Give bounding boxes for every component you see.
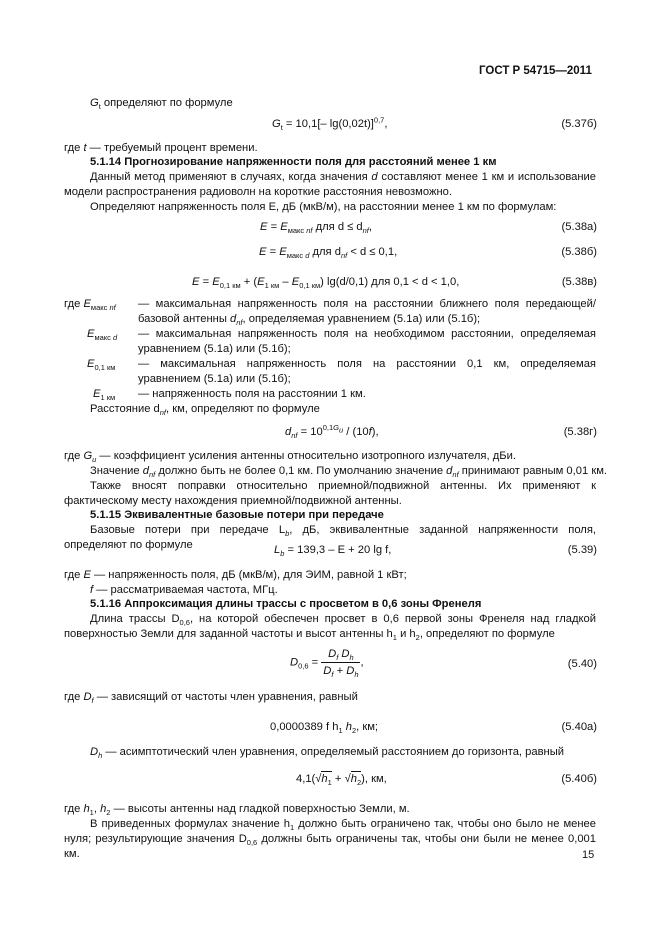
section-5-1-15-para: Базовые потери при передаче $L_b$, дБ, эквивалентные заданной напряженности поля, определяют по формуле (64, 524, 597, 551)
document-header: ГОСТ Р 54715—2011 (479, 65, 592, 77)
where-e: где E — напряженность поля, дБ (мкВ/м), для ЭИМ, равной 1 кВт; (64, 569, 407, 581)
section-5-1-16-title: 5.1.16 Аппроксимация длины трассы с просветом в 0,6 зоны Френеля (90, 598, 482, 610)
equation-5-37b: $G_t = 10,1[-$ lg(0,02t)]$^{0,7}$, (272, 115, 388, 133)
note-2: Также вносят поправки относительно приемной/подвижной антенны. Их применяют к фактическому месту нахождения приемной/подвижной антенны. (64, 480, 596, 507)
equation-number: (5.40) (567, 658, 597, 670)
where-h: где $h_1$, $h_2$ — высоты антенны над гладкой поверхностью Земли, м. (64, 803, 410, 818)
equation-number: (5.38б) (561, 246, 597, 258)
equation-5-40a: 0,0000389 f $h_1$ $h_2$, км; (270, 721, 379, 736)
equation-number: (5.38в) (561, 276, 597, 288)
def-emax-d: — максимальная напряженность поля на необходимом расстоянии, определяемая уравнением (5.1а) или (5.1б); (138, 328, 596, 355)
gt-intro: $G_t$ определяют по формуле (90, 97, 233, 112)
equation-number: (5.40а) (561, 721, 597, 733)
def-emax-nf-label: где $E_{макс nf}$ (64, 298, 116, 313)
equation-5-38a: $E = E_{макс nf}$ для $d \le d_{nf}$, (260, 221, 372, 236)
section-5-1-14-title: 5.1.14 Прогнозирование напряженности поля для расстояний менее 1 км (90, 156, 497, 168)
section-5-1-16-para: Длина трассы $D_{0,6}$, на которой обеспечен просвет в 0,6 первой зоны Френеля над гладкой поверхностью Земли для заданной частоты и высот антенны $h_1$ и $h_2$, определяют по формуле (64, 613, 596, 643)
equation-5-40b: $4,1(√h_1 + √h_2)$, км, (296, 773, 387, 788)
equation-number: (5.40б) (561, 773, 597, 785)
section-5-1-15-title: 5.1.15 Эквивалентные базовые потери при передаче (90, 509, 384, 521)
equation-number: (5.38г) (563, 426, 597, 438)
where-gu: где $G_u$ — коэффициент усиления антенны относительно изотропного излучателя, дБи. (64, 450, 516, 465)
where-t: где t — требуемый процент времени. (64, 142, 258, 154)
def-e01: — максимальная напряженность поля на расстоянии 0,1 км, определяемая уравнением (5.1а) или (5.1б); (138, 358, 596, 385)
def-e01-label: $E_{0,1 км}$ (87, 358, 116, 373)
equation-number: (5.37б) (561, 118, 597, 130)
page-number: 15 (582, 849, 595, 861)
def-dh: $D_h$ — асимптотический член уравнения, определяемый расстоянием до горизонта, равный (90, 746, 564, 761)
section-5-1-14-para1: Данный метод применяют в случаях, когда значения d составляют менее 1 км и использование модели распространения радиоволн на короткие расстояния невозможно. (64, 171, 597, 198)
def-emax-d-label: $E_{макс d}$ (87, 328, 118, 343)
where-f: f — рассматриваемая частота, МГц. (90, 584, 278, 596)
def-e1-label: $E_{1 км}$ (93, 388, 116, 403)
equation-5-40: $D_{0,6}$ = $\frac{D_f D_h}{D_f + D_h}$ , (290, 648, 364, 680)
equation-5-38g: $d_{nf} = 10^{0,1G_u} / (10f)$, (285, 423, 379, 441)
equation-5-39: $L_b = 139,3 - E + 20$ lg f, (274, 544, 392, 559)
section-5-1-14-para2: Определяют напряженность поля E, дБ (мкВ/м), на расстоянии менее 1 км по формулам: (90, 201, 557, 213)
final-paragraph: В приведенных формулах значение $h_1$ должно быть ограничено так, чтобы оно было не менее нуля; результирующие значения $D_{0,6}$ должны быть ограничены так, чтобы они были не менее 0,001 км. (64, 818, 596, 860)
equation-5-38v: $E = E_{0,1 км} + (E_{1 км} - E_{0,1 км})$ lg(d/0,1) для 0,1 < d < 1,0, (192, 276, 460, 291)
equation-5-38b: $E = E_{макс d}$ для $d_{nf} < d \le 0,1$, (259, 246, 398, 261)
equation-number: (5.39) (567, 544, 597, 556)
distance-intro: Расстояние $d_{nf}$, км, определяют по формуле (90, 403, 320, 418)
note-1: Значение $d_{nf}$ должно быть не более 0,1 км. По умолчанию значение $d_{nf}$ принимают равным 0,01 км. (90, 465, 608, 480)
where-df: где $D_f$ — зависящий от частоты член уравнения, равный (64, 691, 358, 706)
def-e1: — напряженность поля на расстоянии 1 км. (138, 388, 366, 400)
def-emax-nf: — максимальная напряженность поля на расстоянии ближнего поля передающей/базовой антенны $d_{nf}$, определяемая уравнением (5.1а) или (5.1б); (138, 298, 596, 328)
equation-number: (5.38а) (561, 221, 597, 233)
